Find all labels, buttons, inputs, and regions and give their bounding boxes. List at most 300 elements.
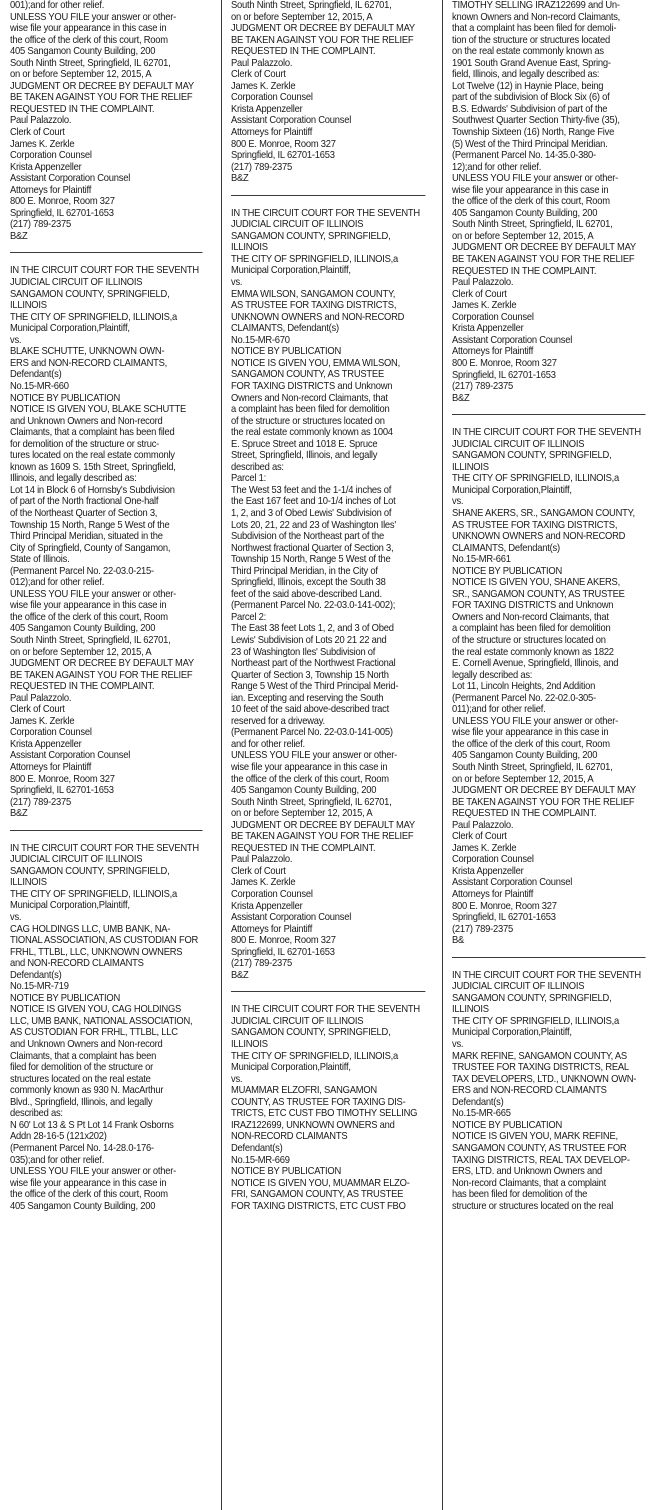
notice-line: a complaint has been filed for demolition (231, 404, 390, 416)
notice-line: Lewis' Subdivision of Lots 20 21 22 and (231, 634, 387, 646)
notice-line: IN THE CIRCUIT COURT FOR THE SEVENTH (231, 1004, 420, 1016)
column-rule (221, 0, 222, 1510)
notice-line: N 60' Lot 13 & S Pt Lot 14 Frank Osborns (10, 1119, 174, 1131)
notice-line: Corporation Counsel (452, 311, 534, 323)
notice-line: Claimants, that a complaint has been (10, 1050, 157, 1062)
notice-line: Third Principal Meridian, in the City of (231, 565, 378, 577)
notice-separator (452, 414, 645, 415)
notice-line: AS TRUSTEE FOR TAXING DISTRICTS, (452, 519, 618, 531)
notice-line: ILLINOIS (231, 242, 268, 254)
notice-line: tion of the structure or structures located (452, 34, 611, 46)
notice-line: James K. Zerkle (452, 842, 517, 854)
notice-line: ERS and NON-RECORD CLAIMANTS (452, 1085, 607, 1097)
notice-line: BE TAKEN AGAINST YOU FOR THE RELIEF (10, 669, 193, 681)
notice-line: Attorneys for Plaintiff (10, 184, 92, 196)
notice-line: SANGAMON COUNTY, AS TRUSTEE (231, 369, 384, 381)
notice-line: UNLESS YOU FILE your answer or other- (10, 11, 177, 23)
notice-line: CLAIMANTS, Defendant(s) (452, 542, 560, 554)
notice-line: vs. (231, 1073, 243, 1085)
notice-line: FRI, SANGAMON COUNTY, AS TRUSTEE (231, 1189, 404, 1201)
notice-line: SANGAMON COUNTY, AS TRUSTEE FOR (452, 1142, 627, 1154)
notice-line: REQUESTED IN THE COMPLAINT. (10, 103, 155, 115)
notice-line: Lot 14 in Block 6 of Hornsby's Subdivision (10, 484, 175, 496)
notice-line: REQUESTED IN THE COMPLAINT. (231, 46, 376, 58)
notice-line: known Owners and Non-record Claimants, (452, 11, 621, 23)
notice-line: Clerk of Court (452, 831, 507, 843)
notice-line: Corporation Counsel (452, 854, 534, 866)
notice-line: THE CITY OF SPRINGFIELD, ILLINOIS,a (10, 311, 177, 323)
notice-line: Springfield, IL 62701-1653 (10, 207, 114, 219)
notice-line: SANGAMON COUNTY, SPRINGFIELD, (452, 992, 612, 1004)
notice-line: FOR TAXING DISTRICTS, ETC CUST FBO (231, 1200, 406, 1212)
legal-notice (452, 0, 645, 404)
notice-line: COUNTY, AS TRUSTEE FOR TAXING DIS- (231, 1096, 406, 1108)
notice-line: Township 15 North, Range 5 West of the (10, 519, 170, 531)
legal-notice (231, 0, 425, 185)
notice-line: SANGAMON COUNTY, SPRINGFIELD, (231, 230, 391, 242)
notice-line: James K. Zerkle (10, 138, 75, 150)
notice-line: wise file your appearance in this case in (10, 1177, 167, 1189)
notice-line: (217) 789-2375 (10, 796, 71, 808)
notice-line: described as: (231, 461, 284, 473)
notice-line: 800 E. Monroe, Room 327 (231, 138, 336, 150)
notice-line: ILLINOIS (10, 877, 47, 889)
notice-line: the real estate commonly known as 1822 (452, 646, 614, 658)
notice-separator (231, 195, 425, 196)
notice-line: 405 Sangamon County Building, 200 (452, 207, 598, 219)
notice-separator (452, 957, 645, 958)
notice-line: Municipal Corporation,Plaintiff, (10, 323, 130, 335)
notice-line: JUDICIAL CIRCUIT OF ILLINOIS (231, 1015, 364, 1027)
notice-line: of part of the North fractional One-half (10, 496, 159, 508)
notice-line: Krista Appenzeller (452, 323, 524, 335)
notice-line: B& (452, 935, 465, 947)
notice-line: No.15-MR-665 (452, 1108, 511, 1120)
notice-line: wise file your appearance in this case in (10, 600, 167, 612)
notice-line: MUAMMAR ELZOFRI, SANGAMON (231, 1085, 377, 1097)
notice-line: UNKNOWN OWNERS and NON-RECORD (231, 311, 405, 323)
notice-line: EMMA WILSON, SANGAMON COUNTY, (231, 288, 396, 300)
notice-line: on or before September 12, 2015, A (231, 11, 373, 23)
notice-line: 800 E. Monroe, Room 327 (10, 196, 115, 208)
notice-line: South Ninth Street, Springfield, IL 62701, (231, 0, 392, 11)
notice-line: CAG HOLDINGS LLC, UMB BANK, NA- (10, 923, 171, 935)
notice-line: (217) 789-2375 (231, 161, 292, 173)
notice-line: on or before September 12, 2015, A (452, 230, 594, 242)
notice-line: commonly known as 930 N. MacArthur (10, 1085, 164, 1097)
notice-line: Clerk of Court (10, 127, 65, 139)
notice-line: on or before September 12, 2015, A (10, 69, 152, 81)
notice-line: Corporation Counsel (10, 150, 92, 162)
notice-line: Northwest fractional Quarter of Section 3, (231, 542, 394, 554)
notice-line: NOTICE IS GIVEN YOU, EMMA WILSON, (231, 357, 400, 369)
notice-line: (217) 789-2375 (452, 381, 513, 393)
notice-line: TAX DEVELOPERS, LTD., UNKNOWN OWN- (452, 1073, 637, 1085)
notice-line: NOTICE BY PUBLICATION (231, 1166, 342, 1178)
notice-line: THE CITY OF SPRINGFIELD, ILLINOIS,a (452, 473, 619, 485)
notice-line: NOTICE BY PUBLICATION (10, 992, 121, 1004)
notice-line: FRHL, TTLBL, LLC, UNKNOWN OWNERS (10, 946, 183, 958)
notice-line: AS TRUSTEE FOR TAXING DISTRICTS, (231, 300, 397, 312)
notice-line: BE TAKEN AGAINST YOU FOR THE RELIEF (10, 92, 193, 104)
column-1 (10, 0, 203, 1510)
notice-line: Assistant Corporation Counsel (452, 334, 573, 346)
notice-line: B&Z (10, 808, 28, 820)
notice-line: has been filed for demolition of the (452, 1189, 588, 1201)
notice-line: Parcel 1: (231, 473, 266, 485)
notice-line: Township 15 North, Range 5 West of the (231, 554, 391, 566)
notice-line: JUDGMENT OR DECREE BY DEFAULT MAY (452, 242, 636, 254)
notice-line: Assistant Corporation Counsel (10, 173, 131, 185)
notice-line: Clerk of Court (452, 288, 507, 300)
notice-line: Defendant(s) (452, 1096, 504, 1108)
notice-line: JUDGMENT OR DECREE BY DEFAULT MAY (10, 80, 194, 92)
notice-line: vs. (10, 334, 22, 346)
notice-line: NOTICE IS GIVEN YOU, MARK REFINE, (452, 1131, 618, 1143)
notice-line: (Permanent Parcel No. 14-35.0-380- (452, 150, 596, 162)
notice-line: ILLINOIS (452, 1004, 489, 1016)
notice-line: NOTICE IS GIVEN YOU, CAG HOLDINGS (10, 1004, 182, 1016)
notice-line: Lot 11, Lincoln Heights, 2nd Addition (452, 681, 596, 693)
notice-line: (Permanent Parcel No. 22-03.0-141-005) (231, 727, 393, 739)
notice-line: Paul Palazzolo. (10, 115, 72, 127)
notice-line: filed for demolition of the structure or (10, 1062, 154, 1074)
notice-line: Krista Appenzeller (452, 865, 524, 877)
notice-line: Owners and Non-record Claimants, that (231, 392, 388, 404)
notice-line: NOTICE BY PUBLICATION (452, 565, 563, 577)
notice-line: IN THE CIRCUIT COURT FOR THE SEVENTH (452, 969, 641, 981)
notice-line: Corporation Counsel (231, 889, 313, 901)
notice-line: JUDGMENT OR DECREE BY DEFAULT MAY (231, 23, 415, 35)
notice-line: Assistant Corporation Counsel (231, 912, 352, 924)
notice-line: Addn 28-16-5 (121x202) (10, 1131, 107, 1143)
notice-line: vs. (452, 1039, 464, 1051)
notice-line: NON-RECORD CLAIMANTS (231, 1131, 348, 1143)
notice-line: IN THE CIRCUIT COURT FOR THE SEVENTH (452, 427, 641, 439)
notice-line: (Permanent Parcel No. 22-02.0-305- (452, 692, 596, 704)
notice-line: LLC, UMB BANK, NATIONAL ASSOCIATION, (10, 1015, 193, 1027)
notice-line: on or before September 12, 2015, A (10, 646, 152, 658)
notice-line: No.15-MR-670 (231, 334, 290, 346)
notice-line: SR., SANGAMON COUNTY, AS TRUSTEE (452, 588, 625, 600)
notice-line: (217) 789-2375 (231, 958, 292, 970)
notice-line: BE TAKEN AGAINST YOU FOR THE RELIEF (231, 34, 414, 46)
column-2 (231, 0, 425, 1510)
notice-line: known as 1609 S. 15th Street, Springfield, (10, 461, 176, 473)
notice-line: South Ninth Street, Springfield, IL 62701, (10, 57, 171, 69)
notice-line: B&Z (231, 969, 249, 981)
notice-line: James K. Zerkle (10, 715, 75, 727)
notice-line: NOTICE BY PUBLICATION (10, 392, 121, 404)
notice-line: Owners and Non-record Claimants, that (452, 611, 609, 623)
notice-line: 405 Sangamon County Building, 200 (10, 1200, 156, 1212)
notice-line: Municipal Corporation,Plaintiff, (231, 1062, 351, 1074)
notice-line: Municipal Corporation,Plaintiff, (452, 1027, 572, 1039)
notice-line: CLAIMANTS, Defendant(s) (231, 323, 339, 335)
notice-line: REQUESTED IN THE COMPLAINT. (231, 842, 376, 854)
notice-line: that a complaint has been filed for demoli- (452, 23, 617, 35)
notice-line: Parcel 2: (231, 611, 266, 623)
notice-line: JUDICIAL CIRCUIT OF ILLINOIS (10, 854, 143, 866)
notice-line: field, Illinois, and legally described as: (452, 69, 600, 81)
notice-line: 405 Sangamon County Building, 200 (231, 785, 377, 797)
notice-line: SANGAMON COUNTY, SPRINGFIELD, (231, 1027, 391, 1039)
notice-line: and NON-RECORD CLAIMANTS (10, 958, 144, 970)
notice-line: Southwest Quarter Section Thirty-five (35), (452, 115, 620, 127)
notice-line: on the real estate commonly known as (452, 46, 604, 58)
notice-line: SANGAMON COUNTY, SPRINGFIELD, (10, 865, 170, 877)
notice-line: 800 E. Monroe, Room 327 (452, 900, 557, 912)
notice-line: SANGAMON COUNTY, SPRINGFIELD, (10, 288, 170, 300)
notice-line: the East 167 feet and 10-1/4 inches of Lot (231, 496, 396, 508)
notice-line: Defendant(s) (231, 1142, 283, 1154)
column-3 (452, 0, 645, 1510)
notice-line: for demolition of the structure or struc- (10, 438, 160, 450)
notice-line: (5) West of the Third Principal Meridian. (452, 138, 608, 150)
notice-line: No.15-MR-719 (10, 981, 69, 993)
notice-line: IN THE CIRCUIT COURT FOR THE SEVENTH (10, 842, 199, 854)
notice-line: Defendant(s) (10, 369, 62, 381)
notice-line: Paul Palazzolo. (452, 277, 514, 289)
notice-line: B.S. Edwards' Subdivision of part of the (452, 103, 608, 115)
legal-notice (10, 265, 203, 819)
notice-line: South Ninth Street, Springfield, IL 62701, (452, 762, 613, 773)
notice-line: tures located on the real estate commonly (10, 450, 175, 462)
notice-line: 1, 2, and 3 of Obed Lewis' Subdivision of (231, 507, 392, 519)
notice-line: B&Z (10, 230, 28, 242)
notice-line: IRAZ122699, UNKNOWN OWNERS and (231, 1119, 395, 1131)
notice-line: Corporation Counsel (10, 727, 92, 739)
notice-separator (231, 991, 425, 992)
notice-line: 23 of Washington Iles' Subdivision of (231, 646, 376, 658)
notice-line: 10 feet of the said above-described tract (231, 704, 389, 716)
notice-line: Assistant Corporation Counsel (10, 750, 131, 762)
notice-line: THE CITY OF SPRINGFIELD, ILLINOIS,a (452, 1015, 619, 1027)
notice-line: REQUESTED IN THE COMPLAINT. (452, 265, 597, 277)
notice-line: SHANE AKERS, SR., SANGAMON COUNTY, (452, 507, 635, 519)
notice-line: NOTICE BY PUBLICATION (231, 346, 342, 358)
notice-line: JUDGMENT OR DECREE BY DEFAULT MAY (231, 819, 415, 831)
notice-line: IN THE CIRCUIT COURT FOR THE SEVENTH (10, 265, 199, 277)
notice-line: Assistant Corporation Counsel (452, 877, 573, 889)
notice-line: TAXING DISTRICTS, REAL TAX DEVELOP- (452, 1154, 630, 1166)
notice-line: BE TAKEN AGAINST YOU FOR THE RELIEF (452, 796, 635, 808)
notice-line: Attorneys for Plaintiff (231, 127, 313, 139)
notice-line: 800 E. Monroe, Room 327 (452, 357, 557, 369)
notice-line: ERS, LTD. and Unknown Owners and (452, 1166, 602, 1178)
notice-line: AS CUSTODIAN FOR FRHL, TTLBL, LLC (10, 1027, 178, 1039)
notice-line: a complaint has been filed for demolition (452, 623, 611, 635)
notice-line: Paul Palazzolo. (231, 854, 293, 866)
notice-line: JUDGMENT OR DECREE BY DEFAULT MAY (10, 658, 194, 670)
notice-line: E. Cornell Avenue, Springfield, Illinois, and (452, 658, 619, 670)
notice-line: E. Spruce Street and 1018 E. Spruce (231, 438, 378, 450)
notice-line: structures located on the real estate (10, 1073, 151, 1085)
notice-line: Krista Appenzeller (10, 738, 82, 750)
notice-line: Street, Springfield, Illinois, and legally (231, 450, 378, 462)
notice-line: James K. Zerkle (231, 80, 296, 92)
notice-line: NOTICE BY PUBLICATION (452, 1119, 563, 1131)
notice-line: BE TAKEN AGAINST YOU FOR THE RELIEF (452, 254, 635, 266)
notice-line: B&Z (452, 392, 470, 404)
notice-line: on or before September 12, 2015, A (452, 773, 594, 785)
notice-line: UNKNOWN OWNERS and NON-RECORD (452, 531, 626, 543)
notice-line: TRICTS, ETC CUST FBO TIMOTHY SELLING (231, 1108, 418, 1120)
notice-line: of the structure or structures located on (452, 634, 606, 646)
notice-line: Paul Palazzolo. (10, 692, 72, 704)
notice-line: wise file your appearance in this case in (452, 727, 609, 739)
notice-line: Illinois, and legally described as: (10, 473, 137, 485)
notice-line: wise file your appearance in this case in (231, 762, 388, 773)
notice-line: 1901 South Grand Avenue East, Spring- (452, 57, 611, 69)
notice-line: Blvd., Springfield, Illinois, and legally (10, 1096, 153, 1108)
notice-line: and for other relief. (231, 738, 305, 750)
notice-line: No.15-MR-669 (231, 1154, 290, 1166)
notice-line: BE TAKEN AGAINST YOU FOR THE RELIEF (231, 831, 414, 843)
notice-line: UNLESS YOU FILE your answer or other- (10, 1166, 177, 1178)
notice-line: UNLESS YOU FILE your answer or other- (452, 173, 619, 185)
notice-line: of the structure or structures located on (231, 415, 385, 427)
notice-line: vs. (10, 912, 22, 924)
notice-line: THE CITY OF SPRINGFIELD, ILLINOIS,a (10, 888, 177, 900)
notice-line: JUDGMENT OR DECREE BY DEFAULT MAY (452, 785, 636, 797)
notice-line: (217) 789-2375 (10, 219, 71, 231)
notice-line: 011);and for other relief. (452, 704, 546, 716)
notice-line: South Ninth Street, Springfield, IL 62701, (231, 796, 392, 808)
notice-line: wise file your appearance in this case in (10, 23, 167, 35)
notice-line: The West 53 feet and the 1-1/4 inches of (231, 484, 392, 496)
notice-line: (Permanent Parcel No. 22-03.0-215- (10, 565, 154, 577)
notice-line: Springfield, IL 62701-1653 (231, 150, 335, 162)
notice-line: vs. (452, 496, 464, 508)
notice-line: 405 Sangamon County Building, 200 (10, 46, 156, 58)
notice-line: the office of the clerk of this court, Room (452, 196, 610, 208)
notice-line: The East 38 feet Lots 1, 2, and 3 of Obed (231, 623, 394, 635)
notice-line: UNLESS YOU FILE your answer or other- (452, 715, 619, 727)
notice-line: Township Sixteen (16) North, Range Five (452, 127, 615, 139)
notice-line: Krista Appenzeller (231, 103, 303, 115)
legal-notice (452, 427, 645, 947)
notice-line: part of the subdivision of Block Six (6) of (452, 92, 610, 104)
notice-line: (217) 789-2375 (452, 923, 513, 935)
notice-line: feet of the said above-described Land. (231, 588, 382, 600)
notice-line: REQUESTED IN THE COMPLAINT. (10, 681, 155, 693)
notice-line: 035);and for other relief. (10, 1154, 105, 1166)
notice-line: UNLESS YOU FILE your answer or other- (231, 750, 398, 762)
notice-line: Springfield, Illinois, except the South 38 (231, 577, 386, 589)
notice-line: Corporation Counsel (231, 92, 313, 104)
notice-line: (Permanent Parcel No. 14-28.0-176- (10, 1142, 154, 1154)
notice-line: the office of the clerk of this court, Room (10, 34, 168, 46)
notice-line: ILLINOIS (10, 300, 47, 312)
notice-line: IN THE CIRCUIT COURT FOR THE SEVENTH (231, 207, 420, 219)
notice-line: Krista Appenzeller (10, 161, 82, 173)
notice-line: Range 5 West of the Third Principal Merid- (231, 681, 399, 693)
notice-line: JUDICIAL CIRCUIT OF ILLINOIS (231, 219, 364, 231)
notice-separator (10, 252, 203, 253)
legal-notice (452, 970, 645, 1212)
notice-line: TIMOTHY SELLING IRAZ122699 and Un- (452, 0, 620, 11)
notice-line: 12);and for other relief. (452, 161, 542, 173)
notice-line: the office of the clerk of this court, Room (452, 738, 610, 750)
notice-line: the office of the clerk of this court, Room (10, 1189, 168, 1201)
notice-line: UNLESS YOU FILE your answer or other- (10, 588, 177, 600)
notice-line: City of Springfield, County of Sangamon, (10, 542, 171, 554)
notice-line: Attorneys for Plaintiff (231, 923, 313, 935)
notice-line: Municipal Corporation,Plaintiff, (231, 265, 351, 277)
notice-line: (Permanent Parcel No. 22-03.0-141-002); (231, 600, 396, 612)
notice-line: James K. Zerkle (231, 877, 296, 889)
notice-line: Springfield, IL 62701-1653 (10, 785, 114, 797)
notice-line: Attorneys for Plaintiff (10, 762, 92, 773)
notice-line: 405 Sangamon County Building, 200 (452, 750, 598, 762)
notice-line: Assistant Corporation Counsel (231, 115, 352, 127)
notice-line: NOTICE IS GIVEN YOU, SHANE AKERS, (452, 577, 620, 589)
notice-separator (10, 830, 203, 831)
notice-line: Municipal Corporation,Plaintiff, (452, 484, 572, 496)
notice-line: FOR TAXING DISTRICTS and Unknown (452, 600, 614, 612)
notice-line: No.15-MR-661 (452, 554, 511, 566)
notice-line: Municipal Corporation,Plaintiff, (10, 900, 130, 912)
notice-line: the office of the clerk of this court, Room (10, 611, 168, 623)
notice-line: Attorneys for Plaintiff (452, 889, 534, 901)
notice-line: Clerk of Court (231, 865, 286, 877)
notice-line: 800 E. Monroe, Room 327 (10, 773, 115, 785)
notice-line: REQUESTED IN THE COMPLAINT. (452, 808, 597, 820)
notice-line: ILLINOIS (231, 1039, 268, 1051)
notice-line: BLAKE SCHUTTE, UNKNOWN OWN- (10, 346, 165, 358)
legal-notice (231, 208, 425, 982)
notice-line: TIONAL ASSOCIATION, AS CUSTODIAN FOR (10, 935, 199, 947)
notice-line: 012);and for other relief. (10, 577, 105, 589)
notice-line: Quarter of Section 3, Township 15 North (231, 669, 389, 681)
notice-line: Clerk of Court (231, 69, 286, 81)
notice-line: vs. (231, 277, 243, 289)
notice-line: South Ninth Street, Springfield, IL 62701, (10, 634, 171, 646)
notice-line: Lots 20, 21, 22 and 23 of Washington Iles' (231, 519, 396, 531)
notice-line: JUDICIAL CIRCUIT OF ILLINOIS (452, 438, 585, 450)
notice-line: and Unknown Owners and Non-record (10, 1039, 163, 1051)
notice-line: reserved for a driveway. (231, 715, 325, 727)
notice-line: 800 E. Monroe, Room 327 (231, 935, 336, 947)
notice-line: Lot Twelve (12) in Haynie Place, being (452, 80, 604, 92)
notice-line: JUDICIAL CIRCUIT OF ILLINOIS (10, 277, 143, 289)
notice-line: Clerk of Court (10, 704, 65, 716)
notice-line: of the Northeast Quarter of Section 3, (10, 507, 158, 519)
notice-line: 001);and for other relief. (10, 0, 105, 11)
notice-line: Defendant(s) (10, 969, 62, 981)
notice-line: 405 Sangamon County Building, 200 (10, 623, 156, 635)
notice-line: the real estate commonly known as 1004 (231, 427, 393, 439)
legal-notice (10, 843, 203, 1213)
notice-line: legally described as: (452, 669, 533, 681)
notice-line: Krista Appenzeller (231, 900, 303, 912)
notice-line: Paul Palazzolo. (231, 57, 293, 69)
legal-notice (231, 1004, 425, 1212)
notice-line: State of Illinois. (10, 554, 70, 566)
notice-line: No.15-MR-660 (10, 380, 69, 392)
notice-line: wise file your appearance in this case in (452, 184, 609, 196)
notice-line: Non-record Claimants, that a complaint (452, 1177, 606, 1189)
notice-line: ian. Excepting and reserving the South (231, 692, 384, 704)
notice-line: Subdivision of the Northeast part of the (231, 531, 384, 543)
notice-line: SANGAMON COUNTY, SPRINGFIELD, (452, 450, 612, 462)
notice-line: NOTICE IS GIVEN YOU, MUAMMAR ELZO- (231, 1177, 410, 1189)
notice-line: Paul Palazzolo. (452, 819, 514, 831)
notice-line: Springfield, IL 62701-1653 (452, 369, 556, 381)
notice-line: NOTICE IS GIVEN YOU, BLAKE SCHUTTE (10, 404, 187, 416)
notice-line: on or before September 12, 2015, A (231, 808, 373, 820)
